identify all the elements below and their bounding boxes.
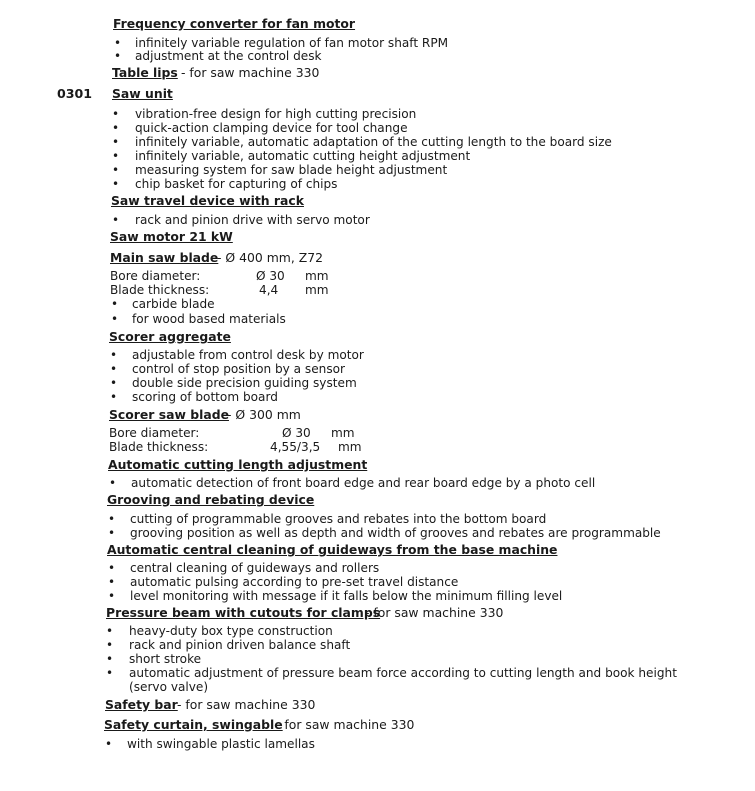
section-note: - for saw machine 330 bbox=[365, 605, 504, 620]
list-item: scoring of bottom board bbox=[132, 390, 278, 404]
bullet-icon: • bbox=[106, 624, 114, 638]
list-item: infinitely variable, automatic adaptation of the cutting length to the board size bbox=[135, 135, 612, 149]
spec-value: 4,55/3,5 bbox=[270, 440, 321, 454]
list-item: infinitely variable regulation of fan motor shaft RPM bbox=[135, 36, 449, 50]
spec-label: Blade thickness: bbox=[109, 440, 209, 454]
section-heading: Frequency converter for fan motor bbox=[113, 16, 356, 31]
section-note: - for saw machine 330 bbox=[177, 697, 316, 712]
section-heading: Automatic central cleaning of guideways from the base machine bbox=[107, 542, 558, 557]
bullet-icon: • bbox=[108, 575, 116, 589]
spec-unit: mm bbox=[305, 283, 329, 297]
bullet-icon: • bbox=[112, 107, 120, 121]
section-heading: Saw travel device with rack bbox=[111, 193, 304, 208]
section-heading: Safety curtain, swingable bbox=[104, 717, 283, 732]
bullet-icon: • bbox=[114, 49, 122, 63]
spec-unit: mm bbox=[331, 426, 355, 440]
section-note: - Ø 400 mm, Z72 bbox=[217, 250, 323, 265]
spec-unit: mm bbox=[305, 269, 329, 283]
bullet-icon: • bbox=[108, 512, 116, 526]
list-item: central cleaning of guideways and rollers bbox=[130, 561, 380, 575]
list-item: for wood based materials bbox=[132, 312, 286, 326]
bullet-icon: • bbox=[112, 213, 120, 227]
bullet-icon: • bbox=[110, 376, 118, 390]
list-item: control of stop position by a sensor bbox=[132, 362, 345, 376]
spec-unit: mm bbox=[338, 440, 362, 454]
bullet-icon: • bbox=[106, 638, 114, 652]
section-note: - for saw machine 330 bbox=[276, 717, 415, 732]
bullet-icon: • bbox=[110, 348, 118, 362]
section-heading: Safety bar bbox=[105, 697, 178, 712]
section-heading: Grooving and rebating device bbox=[107, 492, 315, 507]
bullet-icon: • bbox=[110, 362, 118, 376]
list-item: carbide blade bbox=[132, 297, 215, 311]
section-heading: Scorer saw blade bbox=[109, 407, 229, 422]
section-code: 0301 bbox=[57, 86, 93, 101]
bullet-icon: • bbox=[106, 666, 114, 680]
bullet-icon: • bbox=[112, 121, 120, 135]
list-item: short stroke bbox=[129, 652, 202, 666]
list-item-continuation: (servo valve) bbox=[129, 680, 209, 694]
list-item: measuring system for saw blade height adjustment bbox=[135, 163, 448, 177]
bullet-icon: • bbox=[111, 312, 119, 326]
bullet-icon: • bbox=[110, 390, 118, 404]
list-item: rack and pinion drive with servo motor bbox=[135, 213, 370, 227]
bullet-icon: • bbox=[105, 737, 113, 751]
section-heading: Scorer aggregate bbox=[109, 329, 231, 344]
list-item: infinitely variable, automatic cutting height adjustment bbox=[135, 149, 471, 163]
bullet-icon: • bbox=[112, 149, 120, 163]
list-item: adjustment at the control desk bbox=[135, 49, 322, 63]
bullet-icon: • bbox=[111, 297, 119, 311]
list-item: adjustable from control desk by motor bbox=[132, 348, 364, 362]
section-note: - for saw machine 330 bbox=[181, 65, 320, 80]
spec-value: Ø 30 bbox=[282, 426, 311, 440]
list-item: chip basket for capturing of chips bbox=[135, 177, 338, 191]
spec-value: Ø 30 bbox=[256, 269, 285, 283]
bullet-icon: • bbox=[108, 589, 116, 603]
section-note: - Ø 300 mm bbox=[227, 407, 301, 422]
list-item: heavy-duty box type construction bbox=[129, 624, 333, 638]
bullet-icon: • bbox=[106, 652, 114, 666]
list-item: cutting of programmable grooves and rebates into the bottom board bbox=[130, 512, 547, 526]
section-heading: Saw motor 21 kW bbox=[110, 229, 233, 244]
bullet-icon: • bbox=[109, 476, 117, 490]
list-item: automatic adjustment of pressure beam force according to cutting length and book height bbox=[129, 666, 677, 680]
bullet-icon: • bbox=[114, 36, 122, 50]
section-heading: Table lips bbox=[112, 65, 178, 80]
list-item: double side precision guiding system bbox=[132, 376, 357, 390]
section-heading: Automatic cutting length adjustment bbox=[108, 457, 368, 472]
list-item: grooving position as well as depth and width of grooves and rebates are programmable bbox=[130, 526, 661, 540]
spec-label: Bore diameter: bbox=[109, 426, 200, 440]
bullet-icon: • bbox=[112, 177, 120, 191]
spec-value: 4,4 bbox=[259, 283, 279, 297]
bullet-icon: • bbox=[108, 526, 116, 540]
spec-label: Bore diameter: bbox=[110, 269, 201, 283]
list-item: level monitoring with message if it falls below the minimum filling level bbox=[130, 589, 563, 603]
section-heading: Main saw blade bbox=[110, 250, 219, 265]
list-item: rack and pinion driven balance shaft bbox=[129, 638, 351, 652]
spec-label: Blade thickness: bbox=[110, 283, 210, 297]
list-item: with swingable plastic lamellas bbox=[127, 737, 315, 751]
bullet-icon: • bbox=[112, 163, 120, 177]
list-item: quick-action clamping device for tool change bbox=[135, 121, 408, 135]
bullet-icon: • bbox=[112, 135, 120, 149]
section-heading: Pressure beam with cutouts for clamps bbox=[106, 605, 381, 620]
list-item: automatic detection of front board edge and rear board edge by a photo cell bbox=[131, 476, 596, 490]
bullet-icon: • bbox=[108, 561, 116, 575]
section-heading: Saw unit bbox=[112, 86, 173, 101]
list-item: vibration-free design for high cutting precision bbox=[135, 107, 417, 121]
list-item: automatic pulsing according to pre-set travel distance bbox=[130, 575, 459, 589]
